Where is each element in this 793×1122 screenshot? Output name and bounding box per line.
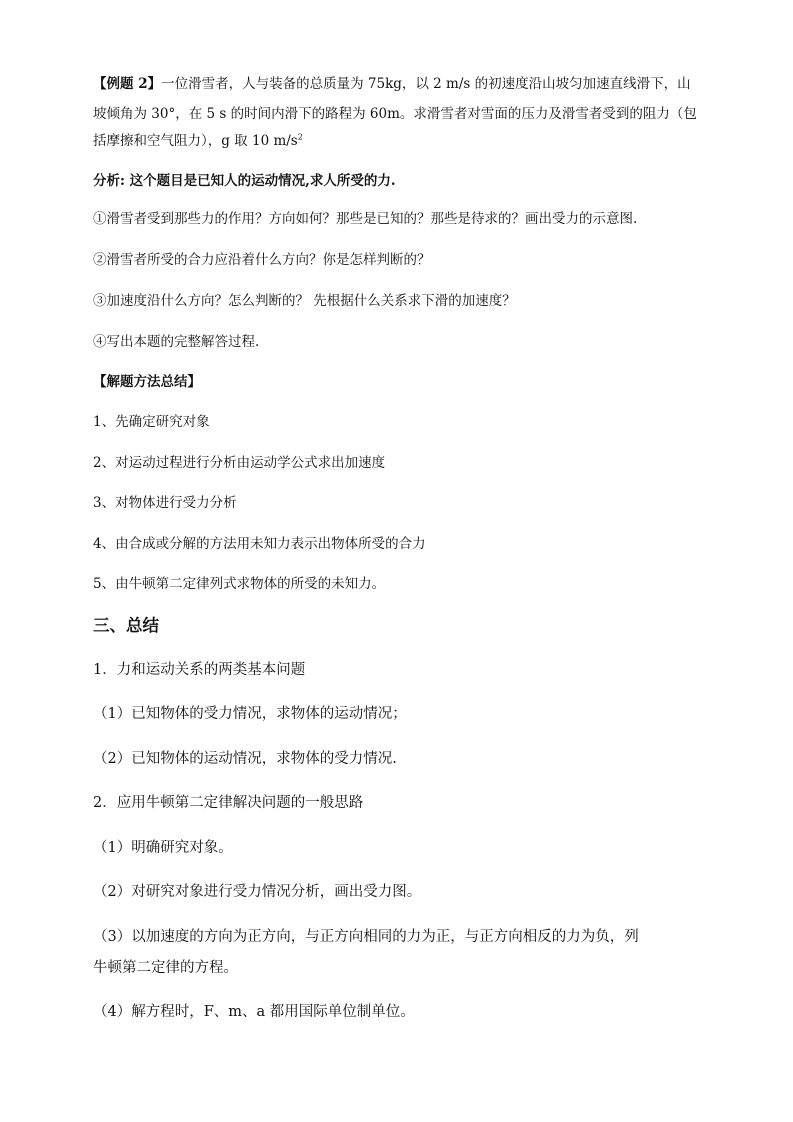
method-step: 4、由合成或分解的方法用未知力表示出物体所受的合力 bbox=[93, 536, 426, 552]
analysis-question-3: ③加速度沿什么方向？怎么判断的？ 先根据什么关系求下滑的加速度？ bbox=[93, 293, 516, 309]
example2-text-1: 一位滑雪者，人与装备的总质量为 75kg，以 2 m/s 的初速度沿山坡匀加速直线滑下，山 bbox=[161, 76, 691, 92]
analysis-question-1: ①滑雪者受到那些力的作用？方向如何？那些是已知的？那些是待求的？画出受力的示意图. bbox=[93, 211, 638, 227]
summary-section-1-item: （2）已知物体的运动情况，求物体的受力情况. bbox=[93, 751, 397, 767]
summary-section-2-item-continuation: 牛顿第二定律的方程。 bbox=[93, 960, 238, 976]
method-step: 5、由牛顿第二定律列式求物体的所受的未知力。 bbox=[93, 576, 386, 592]
summary-section-2-title: 2．应用牛顿第二定律解决问题的一般思路 bbox=[93, 795, 364, 811]
summary-section-2-item: （1）明确研究对象。 bbox=[93, 840, 233, 856]
analysis-question-4: ④写出本题的完整解答过程. bbox=[93, 334, 260, 350]
example2-text-3: 括摩擦和空气阻力），g 取 10 m/s bbox=[93, 133, 298, 149]
method-step: 2、对运动过程进行分析由运动学公式求出加速度 bbox=[93, 455, 386, 471]
summary-section-2-item: （2）对研究对象进行受力情况分析，画出受力图。 bbox=[93, 884, 422, 900]
method-step: 3、对物体进行受力分析 bbox=[93, 495, 237, 511]
method-title: 【解题方法总结】 bbox=[93, 374, 201, 390]
analysis-question-2: ②滑雪者所受的合力应沿着什么方向？你是怎样判断的？ bbox=[93, 252, 431, 268]
unit-superscript: 2 bbox=[297, 132, 303, 142]
example2-line1 bbox=[93, 72, 691, 92]
example2-line2: 坡倾角为 30°，在 5 s 的时间内滑下的路程为 60m。求滑雪者对雪面的压力及滑雪者受到的阻力（包 bbox=[93, 106, 697, 122]
summary-section-1-item: （1）已知物体的受力情况，求物体的运动情况； bbox=[93, 706, 407, 722]
summary-section-2-item: （3）以加速度的方向为正方向，与正方向相同的力为正，与正方向相反的力为负，列 bbox=[93, 929, 639, 945]
example2-label: 【例题 2】 bbox=[93, 76, 162, 92]
summary-section-2-item: （4）解方程时，F、m、a 都用国际单位制单位。 bbox=[93, 1004, 415, 1020]
method-step: 1、先确定研究对象 bbox=[93, 414, 210, 430]
analysis-title: 分析: 这个题目是已知人的运动情况,求人所受的力. bbox=[93, 173, 396, 189]
example2-line3 bbox=[93, 129, 303, 149]
summary-title: 三、总结 bbox=[93, 616, 159, 635]
summary-section-1-title: 1．力和运动关系的两类基本问题 bbox=[93, 662, 306, 678]
